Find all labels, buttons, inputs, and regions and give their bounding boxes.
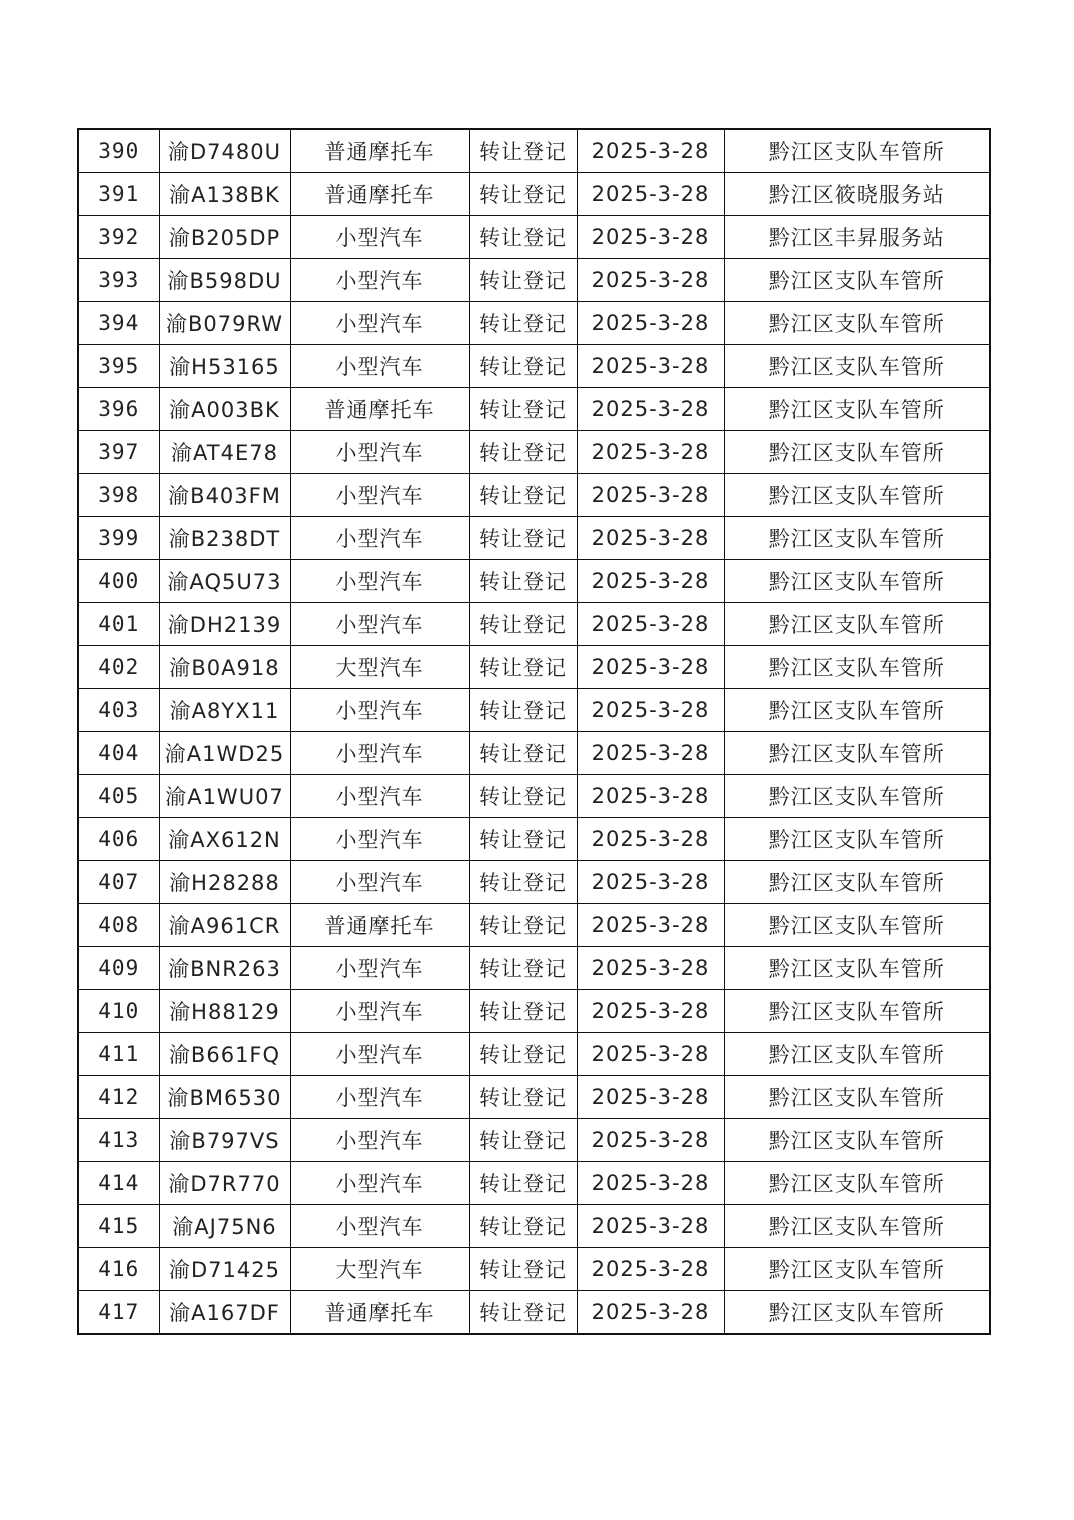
cell-plate: 渝A167DF [159, 1291, 290, 1335]
cell-date: 2025-3-28 [577, 345, 724, 388]
cell-number: 399 [78, 517, 159, 560]
cell-plate: 渝B079RW [159, 302, 290, 345]
cell-office: 黔江区支队车管所 [724, 302, 990, 345]
cell-number: 405 [78, 775, 159, 818]
table-row [78, 517, 990, 560]
cell-business-type: 转让登记 [469, 603, 577, 646]
cell-plate: 渝A1WD25 [159, 732, 290, 775]
cell-plate: 渝BNR263 [159, 947, 290, 990]
cell-vehicle-type: 小型汽车 [290, 517, 469, 560]
table-row [78, 129, 990, 173]
cell-vehicle-type: 小型汽车 [290, 947, 469, 990]
cell-plate: 渝DH2139 [159, 603, 290, 646]
cell-vehicle-type: 小型汽车 [290, 689, 469, 732]
cell-office: 黔江区支队车管所 [724, 1076, 990, 1119]
cell-number: 406 [78, 818, 159, 861]
cell-business-type: 转让登记 [469, 129, 577, 173]
cell-office: 黔江区支队车管所 [724, 947, 990, 990]
table-row [78, 173, 990, 216]
cell-plate: 渝B403FM [159, 474, 290, 517]
table-row [78, 345, 990, 388]
cell-number: 416 [78, 1248, 159, 1291]
cell-date: 2025-3-28 [577, 990, 724, 1033]
cell-vehicle-type: 小型汽车 [290, 990, 469, 1033]
table-row [78, 603, 990, 646]
cell-business-type: 转让登记 [469, 1162, 577, 1205]
table-row [78, 689, 990, 732]
cell-vehicle-type: 小型汽车 [290, 775, 469, 818]
cell-office: 黔江区支队车管所 [724, 603, 990, 646]
cell-vehicle-type: 小型汽车 [290, 216, 469, 259]
table-row [78, 1291, 990, 1335]
cell-plate: 渝B0A918 [159, 646, 290, 689]
cell-business-type: 转让登记 [469, 646, 577, 689]
cell-business-type: 转让登记 [469, 474, 577, 517]
cell-vehicle-type: 大型汽车 [290, 646, 469, 689]
cell-office: 黔江区支队车管所 [724, 560, 990, 603]
cell-vehicle-type: 小型汽车 [290, 259, 469, 302]
cell-number: 391 [78, 173, 159, 216]
cell-office: 黔江区筱晓服务站 [724, 173, 990, 216]
cell-vehicle-type: 小型汽车 [290, 431, 469, 474]
cell-number: 404 [78, 732, 159, 775]
cell-date: 2025-3-28 [577, 560, 724, 603]
table-row [78, 990, 990, 1033]
cell-vehicle-type: 小型汽车 [290, 1205, 469, 1248]
cell-date: 2025-3-28 [577, 904, 724, 947]
cell-office: 黔江区支队车管所 [724, 732, 990, 775]
cell-office: 黔江区支队车管所 [724, 1291, 990, 1335]
cell-office: 黔江区支队车管所 [724, 129, 990, 173]
cell-number: 392 [78, 216, 159, 259]
cell-date: 2025-3-28 [577, 129, 724, 173]
table-row [78, 1205, 990, 1248]
cell-number: 415 [78, 1205, 159, 1248]
cell-vehicle-type: 小型汽车 [290, 1162, 469, 1205]
cell-date: 2025-3-28 [577, 603, 724, 646]
cell-date: 2025-3-28 [577, 1119, 724, 1162]
cell-vehicle-type: 小型汽车 [290, 474, 469, 517]
cell-date: 2025-3-28 [577, 1076, 724, 1119]
cell-vehicle-type: 小型汽车 [290, 345, 469, 388]
cell-number: 394 [78, 302, 159, 345]
cell-number: 411 [78, 1033, 159, 1076]
cell-vehicle-type: 普通摩托车 [290, 388, 469, 431]
cell-number: 413 [78, 1119, 159, 1162]
table-row [78, 388, 990, 431]
cell-office: 黔江区支队车管所 [724, 388, 990, 431]
cell-number: 403 [78, 689, 159, 732]
cell-date: 2025-3-28 [577, 302, 724, 345]
cell-date: 2025-3-28 [577, 1291, 724, 1335]
cell-date: 2025-3-28 [577, 818, 724, 861]
cell-plate: 渝B598DU [159, 259, 290, 302]
cell-date: 2025-3-28 [577, 732, 724, 775]
table-row [78, 431, 990, 474]
table-row [78, 1033, 990, 1076]
cell-vehicle-type: 小型汽车 [290, 603, 469, 646]
cell-vehicle-type: 普通摩托车 [290, 904, 469, 947]
table-row [78, 861, 990, 904]
cell-business-type: 转让登记 [469, 947, 577, 990]
cell-number: 410 [78, 990, 159, 1033]
cell-business-type: 转让登记 [469, 1076, 577, 1119]
table-row [78, 302, 990, 345]
cell-office: 黔江区支队车管所 [724, 517, 990, 560]
cell-plate: 渝AX612N [159, 818, 290, 861]
table-row [78, 775, 990, 818]
table-row [78, 1162, 990, 1205]
cell-business-type: 转让登记 [469, 1248, 577, 1291]
cell-date: 2025-3-28 [577, 689, 724, 732]
table-row [78, 646, 990, 689]
cell-date: 2025-3-28 [577, 388, 724, 431]
cell-number: 396 [78, 388, 159, 431]
cell-plate: 渝B661FQ [159, 1033, 290, 1076]
cell-office: 黔江区支队车管所 [724, 1205, 990, 1248]
table-row [78, 1076, 990, 1119]
cell-business-type: 转让登记 [469, 689, 577, 732]
cell-business-type: 转让登记 [469, 560, 577, 603]
cell-business-type: 转让登记 [469, 259, 577, 302]
cell-business-type: 转让登记 [469, 173, 577, 216]
cell-vehicle-type: 小型汽车 [290, 732, 469, 775]
cell-number: 393 [78, 259, 159, 302]
table-row [78, 818, 990, 861]
cell-plate: 渝AJ75N6 [159, 1205, 290, 1248]
cell-office: 黔江区支队车管所 [724, 431, 990, 474]
table-row [78, 1248, 990, 1291]
cell-office: 黔江区支队车管所 [724, 990, 990, 1033]
cell-date: 2025-3-28 [577, 259, 724, 302]
cell-vehicle-type: 普通摩托车 [290, 173, 469, 216]
cell-vehicle-type: 小型汽车 [290, 1119, 469, 1162]
cell-office: 黔江区丰昇服务站 [724, 216, 990, 259]
cell-number: 402 [78, 646, 159, 689]
cell-office: 黔江区支队车管所 [724, 259, 990, 302]
table-row [78, 732, 990, 775]
cell-number: 417 [78, 1291, 159, 1335]
cell-business-type: 转让登记 [469, 861, 577, 904]
cell-number: 395 [78, 345, 159, 388]
cell-plate: 渝A961CR [159, 904, 290, 947]
table-row [78, 560, 990, 603]
cell-vehicle-type: 小型汽车 [290, 1076, 469, 1119]
cell-vehicle-type: 小型汽车 [290, 861, 469, 904]
cell-business-type: 转让登记 [469, 990, 577, 1033]
table-row [78, 259, 990, 302]
cell-business-type: 转让登记 [469, 517, 577, 560]
cell-date: 2025-3-28 [577, 216, 724, 259]
cell-office: 黔江区支队车管所 [724, 345, 990, 388]
cell-business-type: 转让登记 [469, 431, 577, 474]
cell-date: 2025-3-28 [577, 1205, 724, 1248]
cell-number: 390 [78, 129, 159, 173]
cell-vehicle-type: 普通摩托车 [290, 1291, 469, 1335]
cell-plate: 渝AT4E78 [159, 431, 290, 474]
cell-office: 黔江区支队车管所 [724, 689, 990, 732]
cell-business-type: 转让登记 [469, 732, 577, 775]
cell-office: 黔江区支队车管所 [724, 1033, 990, 1076]
cell-date: 2025-3-28 [577, 474, 724, 517]
cell-business-type: 转让登记 [469, 818, 577, 861]
cell-business-type: 转让登记 [469, 216, 577, 259]
cell-vehicle-type: 小型汽车 [290, 1033, 469, 1076]
cell-office: 黔江区支队车管所 [724, 904, 990, 947]
table-row [78, 474, 990, 517]
cell-plate: 渝A8YX11 [159, 689, 290, 732]
cell-number: 401 [78, 603, 159, 646]
cell-business-type: 转让登记 [469, 1119, 577, 1162]
cell-plate: 渝H28288 [159, 861, 290, 904]
cell-office: 黔江区支队车管所 [724, 646, 990, 689]
cell-number: 409 [78, 947, 159, 990]
cell-vehicle-type: 小型汽车 [290, 818, 469, 861]
table-row [78, 216, 990, 259]
cell-number: 397 [78, 431, 159, 474]
cell-number: 408 [78, 904, 159, 947]
table-row [78, 904, 990, 947]
cell-plate: 渝D71425 [159, 1248, 290, 1291]
cell-office: 黔江区支队车管所 [724, 1248, 990, 1291]
cell-business-type: 转让登记 [469, 388, 577, 431]
cell-plate: 渝A138BK [159, 173, 290, 216]
cell-vehicle-type: 小型汽车 [290, 560, 469, 603]
cell-date: 2025-3-28 [577, 947, 724, 990]
cell-office: 黔江区支队车管所 [724, 861, 990, 904]
cell-plate: 渝B205DP [159, 216, 290, 259]
cell-date: 2025-3-28 [577, 431, 724, 474]
cell-plate: 渝H53165 [159, 345, 290, 388]
cell-business-type: 转让登记 [469, 302, 577, 345]
cell-date: 2025-3-28 [577, 646, 724, 689]
cell-office: 黔江区支队车管所 [724, 775, 990, 818]
cell-date: 2025-3-28 [577, 861, 724, 904]
table-row [78, 1119, 990, 1162]
cell-number: 412 [78, 1076, 159, 1119]
cell-date: 2025-3-28 [577, 1033, 724, 1076]
cell-plate: 渝D7480U [159, 129, 290, 173]
cell-vehicle-type: 普通摩托车 [290, 129, 469, 173]
cell-business-type: 转让登记 [469, 904, 577, 947]
cell-plate: 渝B238DT [159, 517, 290, 560]
cell-plate: 渝A1WU07 [159, 775, 290, 818]
cell-plate: 渝B797VS [159, 1119, 290, 1162]
cell-number: 400 [78, 560, 159, 603]
cell-plate: 渝AQ5U73 [159, 560, 290, 603]
cell-office: 黔江区支队车管所 [724, 818, 990, 861]
cell-office: 黔江区支队车管所 [724, 474, 990, 517]
cell-date: 2025-3-28 [577, 1162, 724, 1205]
cell-date: 2025-3-28 [577, 775, 724, 818]
table-row [78, 947, 990, 990]
cell-plate: 渝H88129 [159, 990, 290, 1033]
cell-plate: 渝BM6530 [159, 1076, 290, 1119]
cell-number: 407 [78, 861, 159, 904]
cell-business-type: 转让登记 [469, 1205, 577, 1248]
cell-number: 414 [78, 1162, 159, 1205]
vehicle-records-table [77, 128, 991, 1335]
table-body [78, 129, 990, 1334]
cell-vehicle-type: 小型汽车 [290, 302, 469, 345]
cell-office: 黔江区支队车管所 [724, 1119, 990, 1162]
cell-plate: 渝A003BK [159, 388, 290, 431]
cell-date: 2025-3-28 [577, 173, 724, 216]
cell-business-type: 转让登记 [469, 775, 577, 818]
cell-date: 2025-3-28 [577, 1248, 724, 1291]
cell-office: 黔江区支队车管所 [724, 1162, 990, 1205]
cell-business-type: 转让登记 [469, 1033, 577, 1076]
cell-date: 2025-3-28 [577, 517, 724, 560]
cell-vehicle-type: 大型汽车 [290, 1248, 469, 1291]
cell-plate: 渝D7R770 [159, 1162, 290, 1205]
cell-business-type: 转让登记 [469, 1291, 577, 1335]
cell-number: 398 [78, 474, 159, 517]
cell-business-type: 转让登记 [469, 345, 577, 388]
